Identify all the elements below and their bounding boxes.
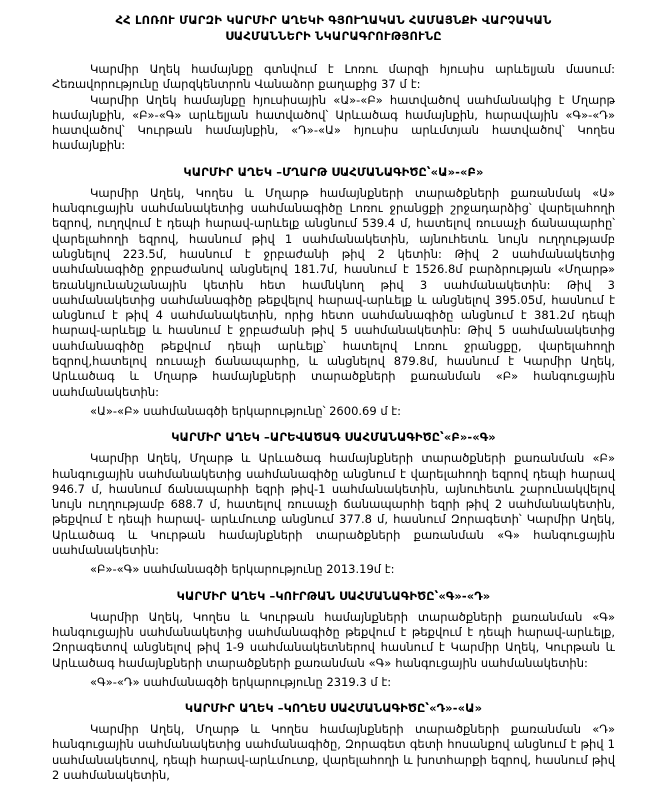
section-heading-bg: ԿԱՐՄԻՐ ԱՂԵԿ –ԱՐԵՎԱԾԱԳ ՍԱՀՄԱՆԱԳԻԾԸ՝«Բ»-«Գ» bbox=[171, 430, 496, 445]
boundary-section-ab bbox=[52, 165, 615, 419]
section-paragraph-bg: Կարմիր Աղեկ, Մղարթ և Արևածագ համայնքների տարածքների քառանման «Բ» հանգուցային սահմանակետից սահմանագիծը անցնում է վարելահողի եզրով դեպի հարավ 946.7 մ, հասնում ճանապարհի եզրի թիվ-1 սահմանակետին, այնուհետև շարունակվելով նույն ուղղությամբ 688.7 մ, հատելով ռուսաչի ճանապարհի եզրի թիվ 2 սահմանակետին, թեքվում է դեպի հարավ- արևմուտք անցնում 377.8 մ, հասնում Զորագետի՝ Կարմիր Աղեկ, Արևածագ և Կուրթան համայնքների տարածքների քառանման «Գ» հանգուցային սահմանակետին: bbox=[52, 451, 615, 558]
section-heading-ab: ԿԱՐՄԻՐ ԱՂԵԿ –ՄՂԱՐԹ ՍԱՀՄԱՆԱԳԻԾԸ՝«Ա»-«Բ» bbox=[183, 164, 484, 179]
section-length-gd: «Գ»-«Դ» սահմանագծի երկարությունը 2319.3 մ է: bbox=[90, 674, 392, 689]
section-paragraph-da: Կարմիր Աղեկ, Մղարթ և Կողես համայնքների տարածքների քառանման «Դ» հանգուցային սահմանակետից սահմանագիծը, Զորագետ գետի հոսանքով անցնում է թիվ 1 սահմանակետով, դեպի հարավ-արևմուտք, վարելահողի և խոտհարքի եզրով, հասնում թիվ 2 սահմանակետին, bbox=[52, 722, 615, 782]
section-paragraph-ab: Կարմիր Աղեկ, Կողես և Մղարթ համայնքների տարածքների քառանմակ «Ա» հանգուցային սահմանակետից սահմանագիծը Լոռու ջրանցքի շրջադարձից՝ վարելահողի եզրով, ուղղվում է դեպի հարավ-արևելք անցնում 539.4 մ, հատելով ռուսաչի ճանապարհը՝ վարելահողի եզրով, հասնում թիվ 1 սահմանակետին, այնուհետև նույն ուղղությամբ անցնելով 223.5մ, հասնում է ջրբաժանի թիվ 2 կետին: Թիվ 2 սահմանակետից սահմանագիծը ջրբաժանով անցնելով 181.7մ, հասնում է 1526.8մ բարձրության «Մղարթ» եռանկյունանշանային կետին հետ համնկնող թիվ 3 սահմանակետին: Թիվ 3 սահմանակետից սահմանագիծը թեքվելով հարավ-արևելք և անցնելով 395.05մ, հասնում է անցնում է թիվ 4 սահմանակետին, որից հետո սահմանագիծը անցնում է 381.2մ դեպի հարավ-արևելք և հասնում է ջրբաժանի թիվ 5 սահմանակետին: Թիվ 5 սահմանակետից սահմանագիծը թեքվում դեպի արևելք՝ հատելով Լոռու ջրանցքը, վարելահողի եզրով,հատելով ռուսաչի ճանապարհը, և անցնելով 879.8մ, հասնում է Կարմիր Աղեկ, Արևածագ և Մղարթ համայնքների տարածքների քառանման «Բ» հանգուցային սահմանակետին: bbox=[52, 185, 615, 399]
section-length-bg: «Բ»-«Գ» սահմանագծի երկարությունը 2013.19մ է: bbox=[90, 562, 395, 577]
page-title-line-1: ՀՀ ԼՈՌՈՒ ՄԱՐԶԻ ԿԱՐՄԻՐ ԱՂԵԿԻ ԳՅՈՒՂԱԿԱՆ ՀԱՄԱՅՆՔԻ ՎԱՐՉԱԿԱՆ bbox=[115, 13, 552, 27]
intro-section bbox=[52, 62, 615, 154]
intro-paragraph-1: Կարմիր Աղեկ համայնքը գտնվում է Լոռու մարզի հյուսիս արևելյան մասում: Հեռավորությունը մարզկենտրոն Վանաձոր քաղաքից 37 մ է: bbox=[52, 62, 615, 92]
boundary-section-bg bbox=[52, 430, 615, 577]
section-length-ab: «Ա»-«Բ» սահմանագծի երկարությունը՝ 2600.69 մ է: bbox=[90, 403, 402, 418]
page-title bbox=[52, 12, 615, 44]
section-heading-da: ԿԱՐՄԻՐ ԱՂԵԿ –ԿՈՂԵՍ ՍԱՀՄԱՆԱԳԻԾԸ՝«Դ»-«Ա» bbox=[184, 701, 483, 716]
section-heading-gd: ԿԱՐՄԻՐ ԱՂԵԿ –ԿՈՒՐԹԱՆ ՍԱՀՄԱՆԱԳԻԾԸ՝«Գ»-«Դ» bbox=[176, 588, 491, 603]
boundary-section-da bbox=[52, 701, 615, 783]
section-paragraph-gd: Կարմիր Աղեկ, Կողես և Կուրթան համայնքների տարածքների քառանման «Գ» հանգուցային սահմանակետից սահմանագիծը թեքվում է թեքվում է դեպի հարավ-արևելք, Զորագետով անցնելով թիվ 1-9 սահմանակետներով հասնում է Կարմիր Աղեկ, Կուրթան և Արևածագ համայնքների տարածքների քառանման «Գ» հանգուցային սահմանակետին: bbox=[52, 609, 615, 670]
intro-paragraph-2: Կարմիր Աղեկ համայնքը հյուսիսային «Ա»-«Բ» հատվածով սահմանակից է Մղարթ համայնքին, «Բ»-«Գ» արևելյան հատվածով՝ Արևածագ համայնքին, հարավային «Գ»-«Դ» հատվածով՝ Կուրթան համայնքին, «Դ»-«Ա» հյուսիս արևմտյան հատվածով՝ Կողես համայնքին: bbox=[52, 92, 615, 153]
page-title-line-2: ՍԱՀՄԱՆՆԵՐԻ ՆԿԱՐԱԳՐՈՒԹՅՈՒՆԸ bbox=[225, 29, 442, 43]
boundary-section-gd bbox=[52, 589, 615, 690]
